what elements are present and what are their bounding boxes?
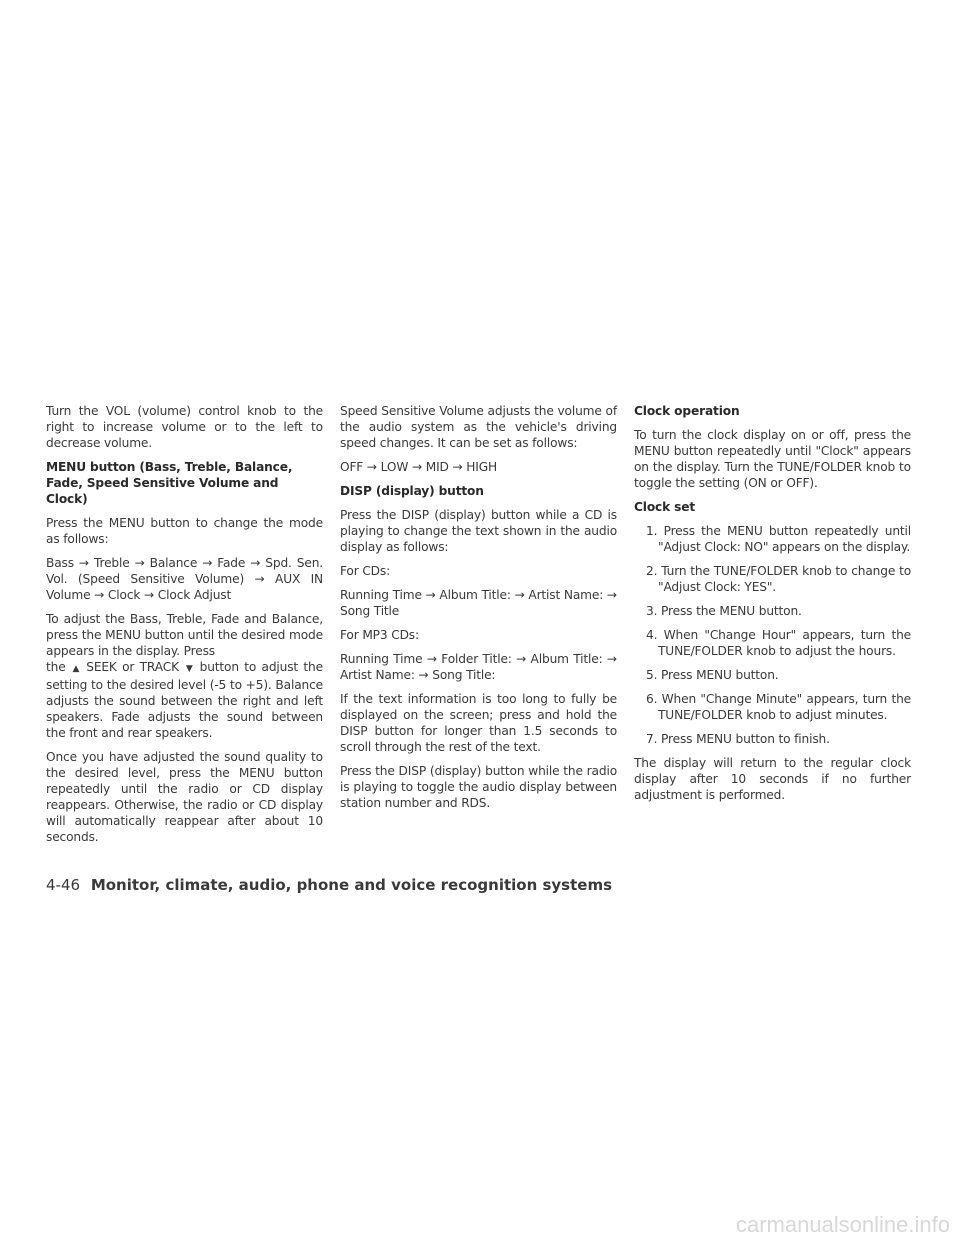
chapter-title: Monitor, climate, audio, phone and voice recognition systems (90, 876, 613, 894)
paragraph: Turn the VOL (volume) control knob to the right to increase volume or to the left to decrease volume. (46, 404, 323, 450)
list-item: 5. Press MENU button. (646, 668, 779, 682)
paragraph: Press the DISP (display) button while a CD is playing to change the text shown in the audio display as follows: (340, 508, 617, 554)
section-heading-clock-operation: Clock operation (634, 404, 740, 418)
text: SEEK or TRACK (86, 660, 179, 674)
paragraph: The display will return to the regular clock display after 10 seconds if no further adjustment is performed. (634, 756, 911, 802)
paragraph: Running Time → Album Title: → Artist Name: → Song Title (340, 588, 617, 618)
section-heading-disp-button: DISP (display) button (340, 484, 484, 498)
paragraph: To turn the clock display on or off, press the MENU button repeatedly until "Clock" appears on the display. Turn the TUNE/FOLDER knob to toggle the setting (ON or OFF). (634, 428, 911, 490)
page-number: 4-46 (46, 876, 81, 894)
paragraph: For CDs: (340, 564, 391, 578)
watermark: carmanualsonline.info (735, 1212, 950, 1237)
paragraph: If the text information is too long to fully be displayed on the screen; press and hold the DISP button for longer than 1.5 seconds to scroll through the rest of the text. (340, 692, 617, 754)
section-heading-clock-set: Clock set (634, 500, 696, 514)
paragraph (46, 659, 323, 741)
paragraph: To adjust the Bass, Treble, Fade and Balance, press the MENU button until the desired mode appears in the display. Press (46, 612, 323, 658)
list-item: 1. Press the MENU button repeatedly until "Adjust Clock: NO" appears on the display. (646, 524, 911, 554)
paragraph: Press the MENU button to change the mode as follows: (46, 516, 323, 546)
paragraph: Speed Sensitive Volume adjusts the volume of the audio system as the vehicle's driving speed changes. It can be set as follows: (340, 404, 617, 450)
list-item: 3. Press the MENU button. (646, 604, 802, 618)
column-1 (46, 403, 323, 853)
clock-set-steps (634, 523, 911, 747)
paragraph: OFF → LOW → MID → HIGH (340, 460, 498, 474)
section-heading-menu-button: MENU button (Bass, Treble, Balance, Fade, Speed Sensitive Volume and Clock) (46, 460, 293, 506)
page-footer (46, 876, 612, 894)
column-3 (634, 403, 911, 811)
text: button to adjust the setting to the desired level (-5 to +5). Balance adjusts the sound between the right and left speakers. Fade adjusts the sound between the front and rear speakers. (46, 660, 323, 740)
column-2 (340, 403, 617, 819)
paragraph: Press the DISP (display) button while the radio is playing to toggle the audio display between station number and RDS. (340, 764, 617, 810)
paragraph: Bass → Treble → Balance → Fade → Spd. Sen. Vol. (Speed Sensitive Volume) → AUX IN Volume → Clock → Clock Adjust (46, 556, 323, 602)
triangle-up-icon: ▲ (72, 664, 80, 674)
list-item: 4. When "Change Hour" appears, turn the TUNE/FOLDER knob to adjust the hours. (646, 628, 911, 658)
paragraph: Running Time → Folder Title: → Album Title: → Artist Name: → Song Title: (340, 652, 617, 682)
paragraph: For MP3 CDs: (340, 628, 419, 642)
triangle-down-icon: ▼ (185, 664, 193, 674)
list-item: 7. Press MENU button to finish. (646, 732, 830, 746)
text: the (46, 660, 66, 674)
list-item: 6. When "Change Minute" appears, turn the TUNE/FOLDER knob to adjust minutes. (646, 692, 911, 722)
paragraph: Once you have adjusted the sound quality to the desired level, press the MENU button repeatedly until the radio or CD display reappears. Otherwise, the radio or CD display will automatically reappear after about 10 seconds. (46, 750, 323, 844)
list-item: 2. Turn the TUNE/FOLDER knob to change to "Adjust Clock: YES". (646, 564, 911, 594)
